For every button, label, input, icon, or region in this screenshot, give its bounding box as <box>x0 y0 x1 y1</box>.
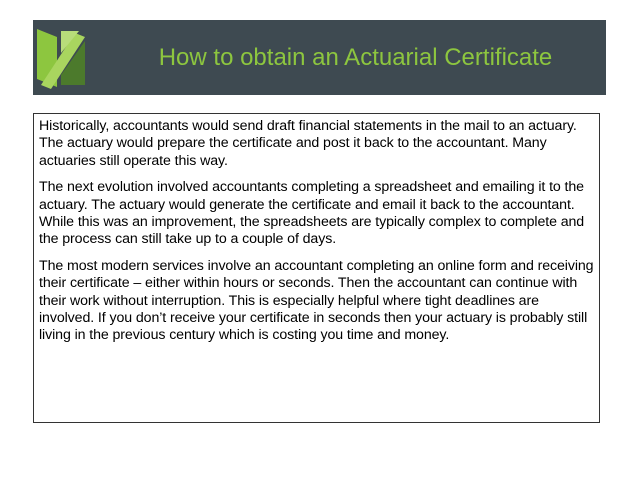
header-bar <box>33 20 606 95</box>
slide-title: How to obtain an Actuarial Certificate <box>158 44 553 71</box>
paragraph-modern-services: The most modern services involve an accountant completing an online form and receiving their certificate – either within hours or seconds. Then the accountant can continue with their work without interruption. This is especially helpful where tight deadlines are involved. If you don’t receive your certificate in seconds then your actuary is probably still living in the previous century which is costing you time and money. <box>39 257 594 344</box>
paragraph-next-evolution: The next evolution involved accountants completing a spreadsheet and emailing it to the actuary. The actuary would generate the certificate and email it back to the accountant. While this was an improvement, the spreadsheets are typically complex to complete and the process can still take up to a couple of days. <box>39 179 585 248</box>
content-box <box>33 113 600 423</box>
paragraph-historical: Historically, accountants would send draft financial statements in the mail to an actuary. The actuary would prepare the certificate and post it back to the accountant. Many actuaries still operate this way. <box>39 118 577 169</box>
